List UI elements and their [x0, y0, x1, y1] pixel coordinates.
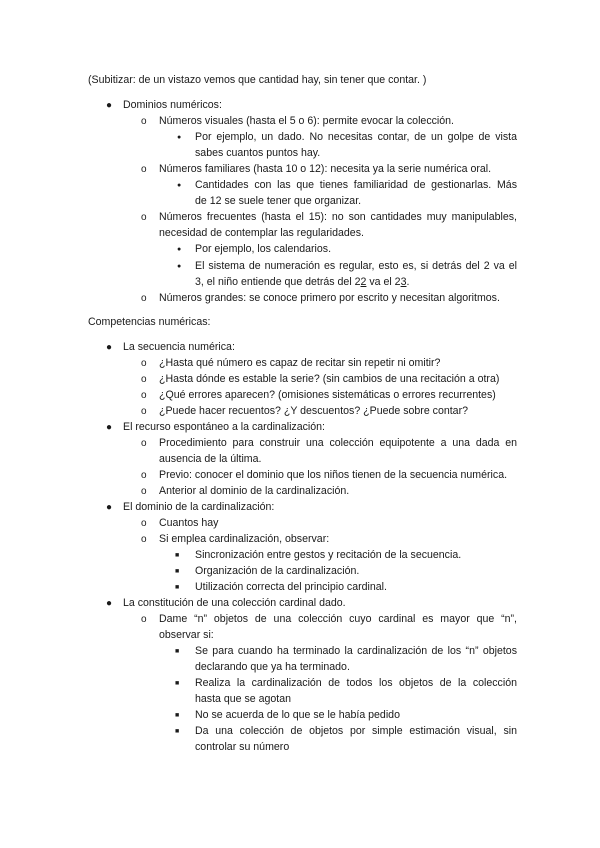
familiares-ejemplo-line1: Cantidades con las que tienes familiaridad de gestionarlas. Más	[195, 179, 517, 191]
circle-bullet-icon: o	[141, 358, 147, 369]
square-bullet-icon: ■	[175, 728, 180, 735]
circle-bullet-icon: o	[141, 406, 147, 417]
bullet-icon: ●	[177, 263, 182, 270]
numeros-familiares: Números familiares (hasta 10 o 12): necesita ya la serie numérica oral.	[159, 163, 492, 175]
square-bullet-icon: ■	[175, 552, 180, 559]
recurso-espontaneo: El recurso espontáneo a la cardinalización:	[123, 421, 325, 433]
square-bullet-icon: ■	[175, 680, 180, 687]
circle-bullet-icon: o	[141, 614, 147, 625]
bullet-icon: ●	[106, 502, 113, 513]
bullet-icon: ●	[106, 422, 113, 433]
circle-bullet-icon: o	[141, 390, 147, 401]
bullet-icon: ●	[177, 182, 182, 189]
circle-bullet-icon: o	[141, 212, 147, 223]
dominio-sub-1: Sincronización entre gestos y recitación de la secuencia.	[195, 549, 462, 561]
frecuentes-ejemplo: Por ejemplo, los calendarios.	[195, 243, 332, 255]
circle-bullet-icon: o	[141, 164, 147, 175]
numeros-frecuentes-line2: necesidad de contemplar las regularidades.	[159, 227, 364, 239]
constitucion-sub-3: No se acuerda de lo que se le había pedido	[195, 709, 400, 721]
circle-bullet-icon: o	[141, 293, 147, 304]
recurso-item-3: Anterior al dominio de la cardinalización.	[159, 485, 350, 497]
sistema-numeracion-line2: 3, el niño entiende que detrás del 22 va el 23.	[195, 276, 410, 288]
constitucion-sub-1-line2: declarando que ya ha terminado.	[195, 661, 350, 673]
visuales-ejemplo-line2: sabes cuantos puntos hay.	[195, 147, 321, 159]
circle-bullet-icon: o	[141, 534, 147, 545]
bullet-icon: ●	[177, 246, 182, 253]
numeros-visuales: Números visuales (hasta el 5 o 6): permite evocar la colección.	[159, 115, 454, 127]
constitucion-item-line2: observar si:	[159, 629, 214, 641]
square-bullet-icon: ■	[175, 584, 180, 591]
square-bullet-icon: ■	[175, 568, 180, 575]
bullet-icon: ●	[106, 598, 113, 609]
constitucion-sub-4-line2: controlar su número	[195, 741, 290, 753]
dominio-item-1: Cuantos hay	[159, 517, 219, 529]
numeros-frecuentes-line1: Números frecuentes (hasta el 15): no son cantidades muy manipulables,	[159, 211, 517, 223]
bullet-icon: ●	[177, 134, 182, 141]
visuales-ejemplo-line1: Por ejemplo, un dado. No necesitas contar, de un golpe de vista	[195, 131, 517, 143]
square-bullet-icon: ■	[175, 648, 180, 655]
dominio-item-2: Si emplea cardinalización, observar:	[159, 533, 330, 545]
constitucion-coleccion: La constitución de una colección cardinal dado.	[123, 597, 346, 609]
familiares-ejemplo-line2: de 12 se suele tener que organizar.	[195, 195, 362, 207]
circle-bullet-icon: o	[141, 438, 147, 449]
secuencia-pregunta-4: ¿Puede hacer recuentos? ¿Y descuentos? ¿Puede sobre contar?	[159, 405, 468, 417]
intro-text: (Subitizar: de un vistazo vemos que cantidad hay, sin tener que contar. )	[88, 74, 427, 86]
square-bullet-icon: ■	[175, 712, 180, 719]
secuencia-numerica: La secuencia numérica:	[123, 341, 235, 353]
secuencia-pregunta-2: ¿Hasta dónde es estable la serie? (sin cambios de una recitación a otra)	[159, 373, 500, 385]
recurso-item-2: Previo: conocer el dominio que los niños tienen de la secuencia numérica.	[159, 469, 508, 481]
constitucion-sub-4-line1: Da una colección de objetos por simple estimación visual, sin	[195, 725, 517, 737]
constitucion-sub-1-line1: Se para cuando ha terminado la cardinalización de los “n” objetos	[195, 645, 517, 657]
circle-bullet-icon: o	[141, 518, 147, 529]
numeros-grandes: Números grandes: se conoce primero por escrito y necesitan algoritmos.	[159, 292, 500, 304]
circle-bullet-icon: o	[141, 486, 147, 497]
competencias-heading: Competencias numéricas:	[88, 316, 211, 328]
constitucion-sub-2-line2: hasta que se agotan	[195, 693, 292, 705]
recurso-item-1-line2: ausencia de la última.	[159, 453, 262, 465]
constitucion-sub-2-line1: Realiza la cardinalización de todos los objetos de la colección	[195, 677, 517, 689]
secuencia-pregunta-3: ¿Qué errores aparecen? (omisiones sistemáticas o errores recurrentes)	[159, 389, 496, 401]
constitucion-item-line1: Dame “n” objetos de una colección cuyo cardinal es mayor que “n”,	[159, 613, 517, 625]
bullet-icon: ●	[106, 100, 113, 111]
bullet-icon: ●	[106, 342, 113, 353]
dominio-cardinalizacion: El dominio de la cardinalización:	[123, 501, 275, 513]
dominio-sub-3: Utilización correcta del principio cardinal.	[195, 581, 387, 593]
dominios-heading: Dominios numéricos:	[123, 99, 222, 111]
circle-bullet-icon: o	[141, 374, 147, 385]
circle-bullet-icon: o	[141, 116, 147, 127]
circle-bullet-icon: o	[141, 470, 147, 481]
dominio-sub-2: Organización de la cardinalización.	[195, 565, 360, 577]
secuencia-pregunta-1: ¿Hasta qué número es capaz de recitar sin repetir ni omitir?	[159, 357, 441, 369]
recurso-item-1-line1: Procedimiento para construir una colección equipotente a una dada en	[159, 437, 517, 449]
sistema-numeracion-line1: El sistema de numeración es regular, esto es, si detrás del 2 va el	[195, 260, 517, 272]
